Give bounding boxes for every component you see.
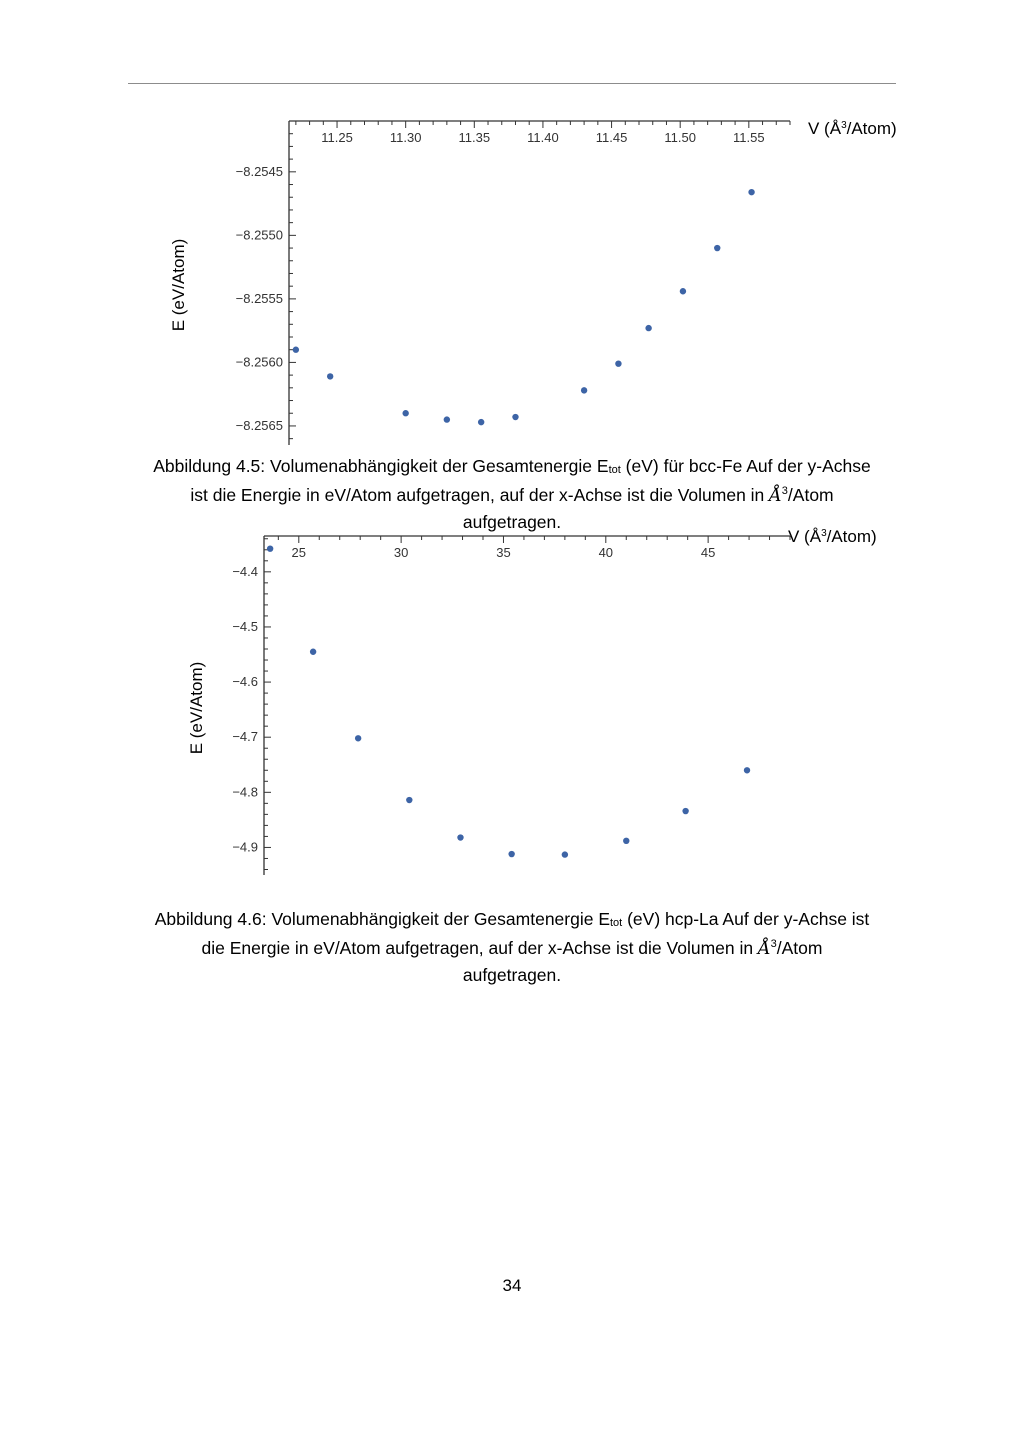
hcp-la-y-tick-label: −4.5 (232, 618, 258, 634)
hcp-la-y-tick-label: −4.4 (232, 563, 258, 579)
bcc-fe-data-point (327, 373, 333, 379)
caption-superscript: 3 (781, 485, 788, 498)
caption-line (120, 962, 904, 988)
hcp-la-y-tick-label: −4.9 (232, 839, 258, 855)
hcp-la-data-point (562, 851, 568, 857)
caption-text: aufgetragen. (462, 965, 562, 985)
hcp-la-x-tick-label: 30 (393, 545, 409, 560)
caption-subscript: tot (608, 464, 621, 476)
caption-line (120, 906, 904, 935)
bcc-fe-x-axis-title: V $(Å^3/Atom)$ (808, 119, 897, 138)
caption-text: Abbildung 4.6: Volumenabhängigkeit der Gesamtenergie E (154, 909, 610, 929)
caption-unit-symbol: Å (757, 939, 771, 959)
chart-bcc-fe-svg (0, 105, 1024, 455)
caption-text: (eV) hcp-La Auf der y-Achse ist (622, 909, 870, 929)
hcp-la-y-tick-label: −4.6 (232, 674, 258, 690)
bcc-fe-data-point (581, 387, 587, 393)
bcc-fe-x-tick-label: 11.25 (321, 130, 353, 145)
caption-text: aufgetragen. (462, 512, 562, 532)
bcc-fe-data-point (680, 288, 686, 294)
chart-hcp-la (0, 520, 1024, 890)
bcc-fe-y-tick-label: −8.2550 (235, 227, 283, 243)
hcp-la-data-point (406, 797, 412, 803)
bcc-fe-data-point (714, 245, 720, 251)
chart-bcc-fe (0, 105, 1024, 455)
header-rule (128, 83, 896, 84)
hcp-la-x-tick-label: 35 (496, 545, 511, 560)
chart-hcp-la-svg (0, 520, 1024, 890)
bcc-fe-x-tick-label: 11.50 (664, 130, 696, 145)
hcp-la-y-axis-title: E (eV/Atom) (187, 661, 206, 755)
caption-line (120, 482, 904, 509)
bcc-fe-y-tick-label: −8.2565 (235, 417, 283, 433)
caption-text: /Atom (776, 938, 823, 958)
bcc-fe-y-tick-label: −8.2545 (235, 163, 283, 179)
page-number: 34 (502, 1276, 522, 1295)
caption-unit-symbol: Å (769, 486, 782, 506)
caption-text: Abbildung 4.5: Volumenabhängigkeit der Gesamtenergie E (153, 456, 609, 476)
hcp-la-data-point (682, 808, 688, 814)
hcp-la-data-point (457, 834, 463, 840)
hcp-la-data-point (623, 838, 629, 844)
bcc-fe-x-tick-label: 11.35 (458, 130, 491, 145)
bcc-fe-data-point (645, 325, 651, 331)
hcp-la-data-point (355, 735, 361, 741)
figure-caption-4-6 (120, 906, 904, 988)
caption-line (120, 453, 904, 482)
caption-text: die Energie in eV/Atom aufgetragen, auf der x-Achse ist die Volumen in (201, 938, 758, 958)
caption-text: ist die Energie in eV/Atom aufgetragen, auf der x-Achse ist die Volumen in (190, 485, 770, 505)
caption-text: /Atom (787, 485, 834, 505)
bcc-fe-x-tick-label: 11.55 (733, 130, 765, 145)
hcp-la-data-point (310, 649, 316, 655)
bcc-fe-x-tick-label: 11.30 (389, 130, 422, 145)
hcp-la-x-tick-label: 45 (700, 545, 716, 560)
bcc-fe-data-point (512, 414, 518, 420)
bcc-fe-data-point (444, 416, 450, 422)
bcc-fe-y-axis-title: E (eV/Atom) (169, 238, 188, 332)
hcp-la-x-axis-title: V $(Å^3/Atom)$ (788, 527, 877, 546)
bcc-fe-data-point (402, 410, 408, 416)
bcc-fe-x-tick-label: 11.45 (595, 130, 628, 145)
bcc-fe-x-tick-label: 11.40 (527, 130, 559, 145)
bcc-fe-y-tick-label: −8.2555 (235, 290, 283, 306)
bcc-fe-data-point (478, 419, 484, 425)
caption-line (120, 935, 904, 962)
caption-text: (eV) für bcc-Fe Auf der y-Achse (620, 456, 871, 476)
hcp-la-x-tick-label: 25 (291, 545, 307, 560)
hcp-la-data-point (267, 545, 273, 551)
hcp-la-y-tick-label: −4.7 (232, 729, 258, 745)
bcc-fe-data-point (293, 347, 299, 353)
caption-superscript: 3 (770, 938, 777, 951)
hcp-la-y-tick-label: −4.8 (232, 784, 258, 800)
hcp-la-data-point (508, 851, 514, 857)
bcc-fe-data-point (615, 360, 621, 366)
bcc-fe-y-tick-label: −8.2560 (235, 354, 283, 370)
bcc-fe-data-point (748, 189, 754, 195)
hcp-la-data-point (744, 767, 750, 773)
hcp-la-x-tick-label: 40 (598, 545, 614, 560)
caption-subscript: tot (610, 917, 623, 929)
